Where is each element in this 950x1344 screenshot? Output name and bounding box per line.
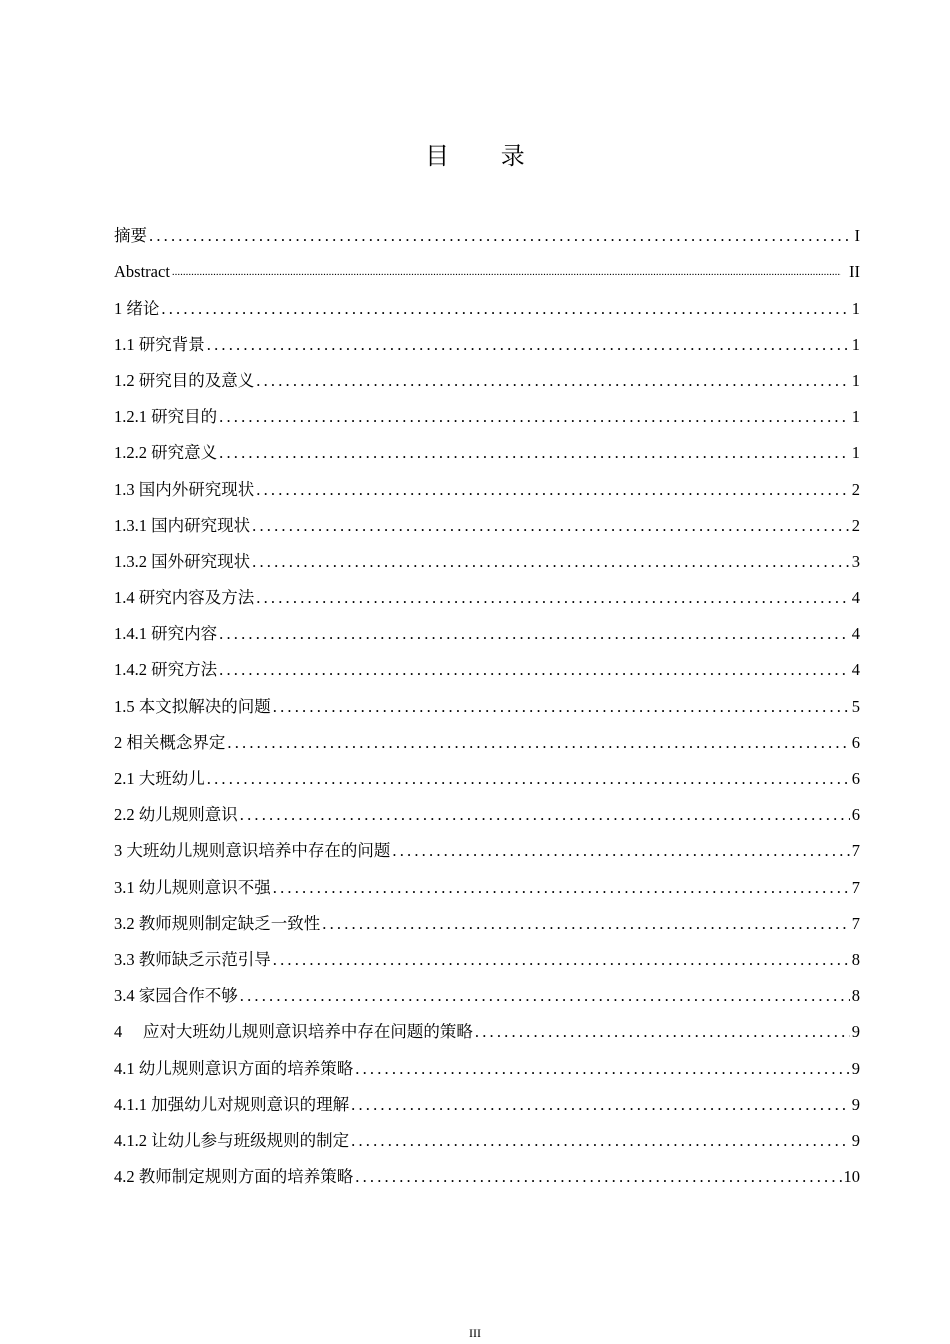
toc-entry-page: 4 xyxy=(851,660,860,680)
toc-entry-label: 4 应对大班幼儿规则意识培养中存在问题的策略 xyxy=(114,1022,473,1042)
toc-entry-1-3-1[interactable] xyxy=(114,500,860,536)
toc-dot-leader xyxy=(392,841,849,861)
toc-entry-label: 4.1.1 加强幼儿对规则意识的理解 xyxy=(114,1094,350,1114)
toc-entry-page: 9 xyxy=(851,1094,860,1114)
toc-entry-4-1-2[interactable] xyxy=(114,1115,860,1151)
toc-entry-label: 1.4 研究内容及方法 xyxy=(114,588,255,608)
toc-entry-page: 6 xyxy=(851,805,860,825)
toc-entry-abstract-en[interactable] xyxy=(114,246,860,282)
toc-entry-label: Abstract xyxy=(114,262,170,282)
toc-entry-label: 4.1.2 让幼儿参与班级规则的制定 xyxy=(114,1130,350,1150)
toc-dot-leader xyxy=(161,299,849,319)
toc-dot-leader xyxy=(256,371,850,391)
toc-dot-leader xyxy=(273,697,850,717)
toc-entry-page: 1 xyxy=(851,370,860,390)
toc-entry-page: 4 xyxy=(851,624,860,644)
toc-dot-leader xyxy=(273,950,850,970)
toc-entry-label: 4.1 幼儿规则意识方面的培养策略 xyxy=(114,1058,354,1078)
toc-entry-label: 1.4.2 研究方法 xyxy=(114,660,218,680)
toc-dot-leader xyxy=(227,733,849,753)
toc-dot-leader xyxy=(355,1167,841,1187)
toc-entry-2-1[interactable] xyxy=(114,753,860,789)
toc-entry-label: 1.2.1 研究目的 xyxy=(114,407,218,427)
toc-entry-2[interactable] xyxy=(114,717,860,753)
toc-entry-1-3[interactable] xyxy=(114,463,860,499)
toc-dot-leader xyxy=(475,1022,850,1042)
toc-entry-1-3-2[interactable] xyxy=(114,536,860,572)
toc-entry-label: 1.2 研究目的及意义 xyxy=(114,370,255,390)
toc-entry-page: 2 xyxy=(851,479,860,499)
toc-entry-page: 1 xyxy=(851,407,860,427)
toc-dot-leader xyxy=(149,226,853,246)
toc-entry-label: 1.4.1 研究内容 xyxy=(114,624,218,644)
toc-entry-page: 5 xyxy=(851,696,860,716)
toc-dot-leader xyxy=(219,624,850,644)
toc-entry-2-2[interactable] xyxy=(114,789,860,825)
toc-entry-page: 9 xyxy=(851,1058,860,1078)
toc-entry-4[interactable] xyxy=(114,1006,860,1042)
toc-entry-3-2[interactable] xyxy=(114,898,860,934)
toc-entry-4-1-1[interactable] xyxy=(114,1079,860,1115)
toc-dot-leader xyxy=(252,552,850,572)
toc-entry-label: 3.3 教师缺乏示范引导 xyxy=(114,949,271,969)
toc-dot-leader xyxy=(219,407,850,427)
page-title: 目 录 xyxy=(425,142,547,171)
toc-dot-leader xyxy=(351,1095,850,1115)
toc-entry-label: 1.3.1 国内研究现状 xyxy=(114,515,251,535)
toc-entry-page: 6 xyxy=(851,732,860,752)
toc-entry-label: 3 大班幼儿规则意识培养中存在的问题 xyxy=(114,841,391,861)
toc-entry-page: II xyxy=(849,262,860,282)
toc-entry-4-2[interactable] xyxy=(114,1151,860,1187)
toc-dot-leader xyxy=(240,986,850,1006)
toc-dot-leader xyxy=(256,588,850,608)
toc-entry-1-4-2[interactable] xyxy=(114,644,860,680)
toc-entry-1-4[interactable] xyxy=(114,572,860,608)
toc-entry-page: 4 xyxy=(851,588,860,608)
toc-dot-leader xyxy=(355,1059,850,1079)
toc-entry-page: 2 xyxy=(851,515,860,535)
toc-entry-1-5[interactable] xyxy=(114,680,860,716)
table-of-contents xyxy=(114,210,860,1187)
toc-dot-leader xyxy=(351,1131,850,1151)
toc-entry-label: 摘要 xyxy=(114,226,147,246)
toc-entry-page: 1 xyxy=(851,443,860,463)
toc-entry-1-1[interactable] xyxy=(114,319,860,355)
toc-dot-leader xyxy=(273,878,850,898)
toc-entry-1-2[interactable] xyxy=(114,355,860,391)
toc-entry-page: 3 xyxy=(851,551,860,571)
toc-dot-leader xyxy=(207,335,850,355)
toc-entry-label: 2 相关概念界定 xyxy=(114,732,226,752)
toc-entry-page: 9 xyxy=(851,1130,860,1150)
toc-entry-3-1[interactable] xyxy=(114,861,860,897)
toc-entry-label: 4.2 教师制定规则方面的培养策略 xyxy=(114,1167,354,1187)
toc-entry-label: 2.1 大班幼儿 xyxy=(114,769,205,788)
toc-entry-page: 7 xyxy=(851,877,860,897)
toc-entry-1-2-2[interactable] xyxy=(114,427,860,463)
toc-dot-leader xyxy=(172,262,841,282)
toc-entry-label: 3.2 教师规则制定缺乏一致性 xyxy=(114,913,321,933)
toc-entry-label: 1.2.2 研究意义 xyxy=(114,443,218,463)
toc-entry-page: 7 xyxy=(851,841,860,861)
toc-entry-page: 9 xyxy=(851,1022,860,1042)
footer-page-number: III xyxy=(469,1326,481,1340)
toc-entry-abstract-cn[interactable] xyxy=(114,210,860,246)
toc-dot-leader xyxy=(207,769,850,789)
toc-dot-leader xyxy=(252,516,850,536)
toc-dot-leader xyxy=(256,480,850,500)
toc-entry-4-1[interactable] xyxy=(114,1042,860,1078)
toc-entry-3[interactable] xyxy=(114,825,860,861)
toc-entry-page: I xyxy=(854,226,860,246)
toc-entry-page: 8 xyxy=(851,949,860,969)
toc-entry-page: 10 xyxy=(843,1167,860,1187)
toc-entry-1-4-1[interactable] xyxy=(114,608,860,644)
toc-dot-leader xyxy=(322,914,850,934)
toc-entry-page: 7 xyxy=(851,913,860,933)
toc-entry-label: 1.3.2 国外研究现状 xyxy=(114,551,251,571)
toc-dot-leader xyxy=(240,805,850,825)
toc-entry-page: 8 xyxy=(851,986,860,1006)
toc-entry-page: 1 xyxy=(851,334,860,354)
toc-dot-leader xyxy=(219,660,850,680)
toc-entry-1-2-1[interactable] xyxy=(114,391,860,427)
toc-entry-label: 1.3 国内外研究现状 xyxy=(114,479,255,499)
toc-entry-3-3[interactable] xyxy=(114,934,860,970)
toc-entry-page: 1 xyxy=(851,298,860,318)
toc-entry-label: 3.4 家园合作不够 xyxy=(114,986,238,1006)
toc-entry-3-4[interactable] xyxy=(114,970,860,1006)
toc-entry-label: 1.5 本文拟解决的问题 xyxy=(114,696,271,716)
toc-entry-label: 2.2 幼儿规则意识 xyxy=(114,805,238,825)
toc-entry-label: 1.1 研究背景 xyxy=(114,334,205,354)
toc-entry-label: 1 绪论 xyxy=(114,298,160,318)
toc-dot-leader xyxy=(219,443,850,463)
toc-entry-page: 6 xyxy=(851,769,860,788)
toc-entry-1[interactable] xyxy=(114,282,860,318)
toc-entry-label: 3.1 幼儿规则意识不强 xyxy=(114,877,271,897)
